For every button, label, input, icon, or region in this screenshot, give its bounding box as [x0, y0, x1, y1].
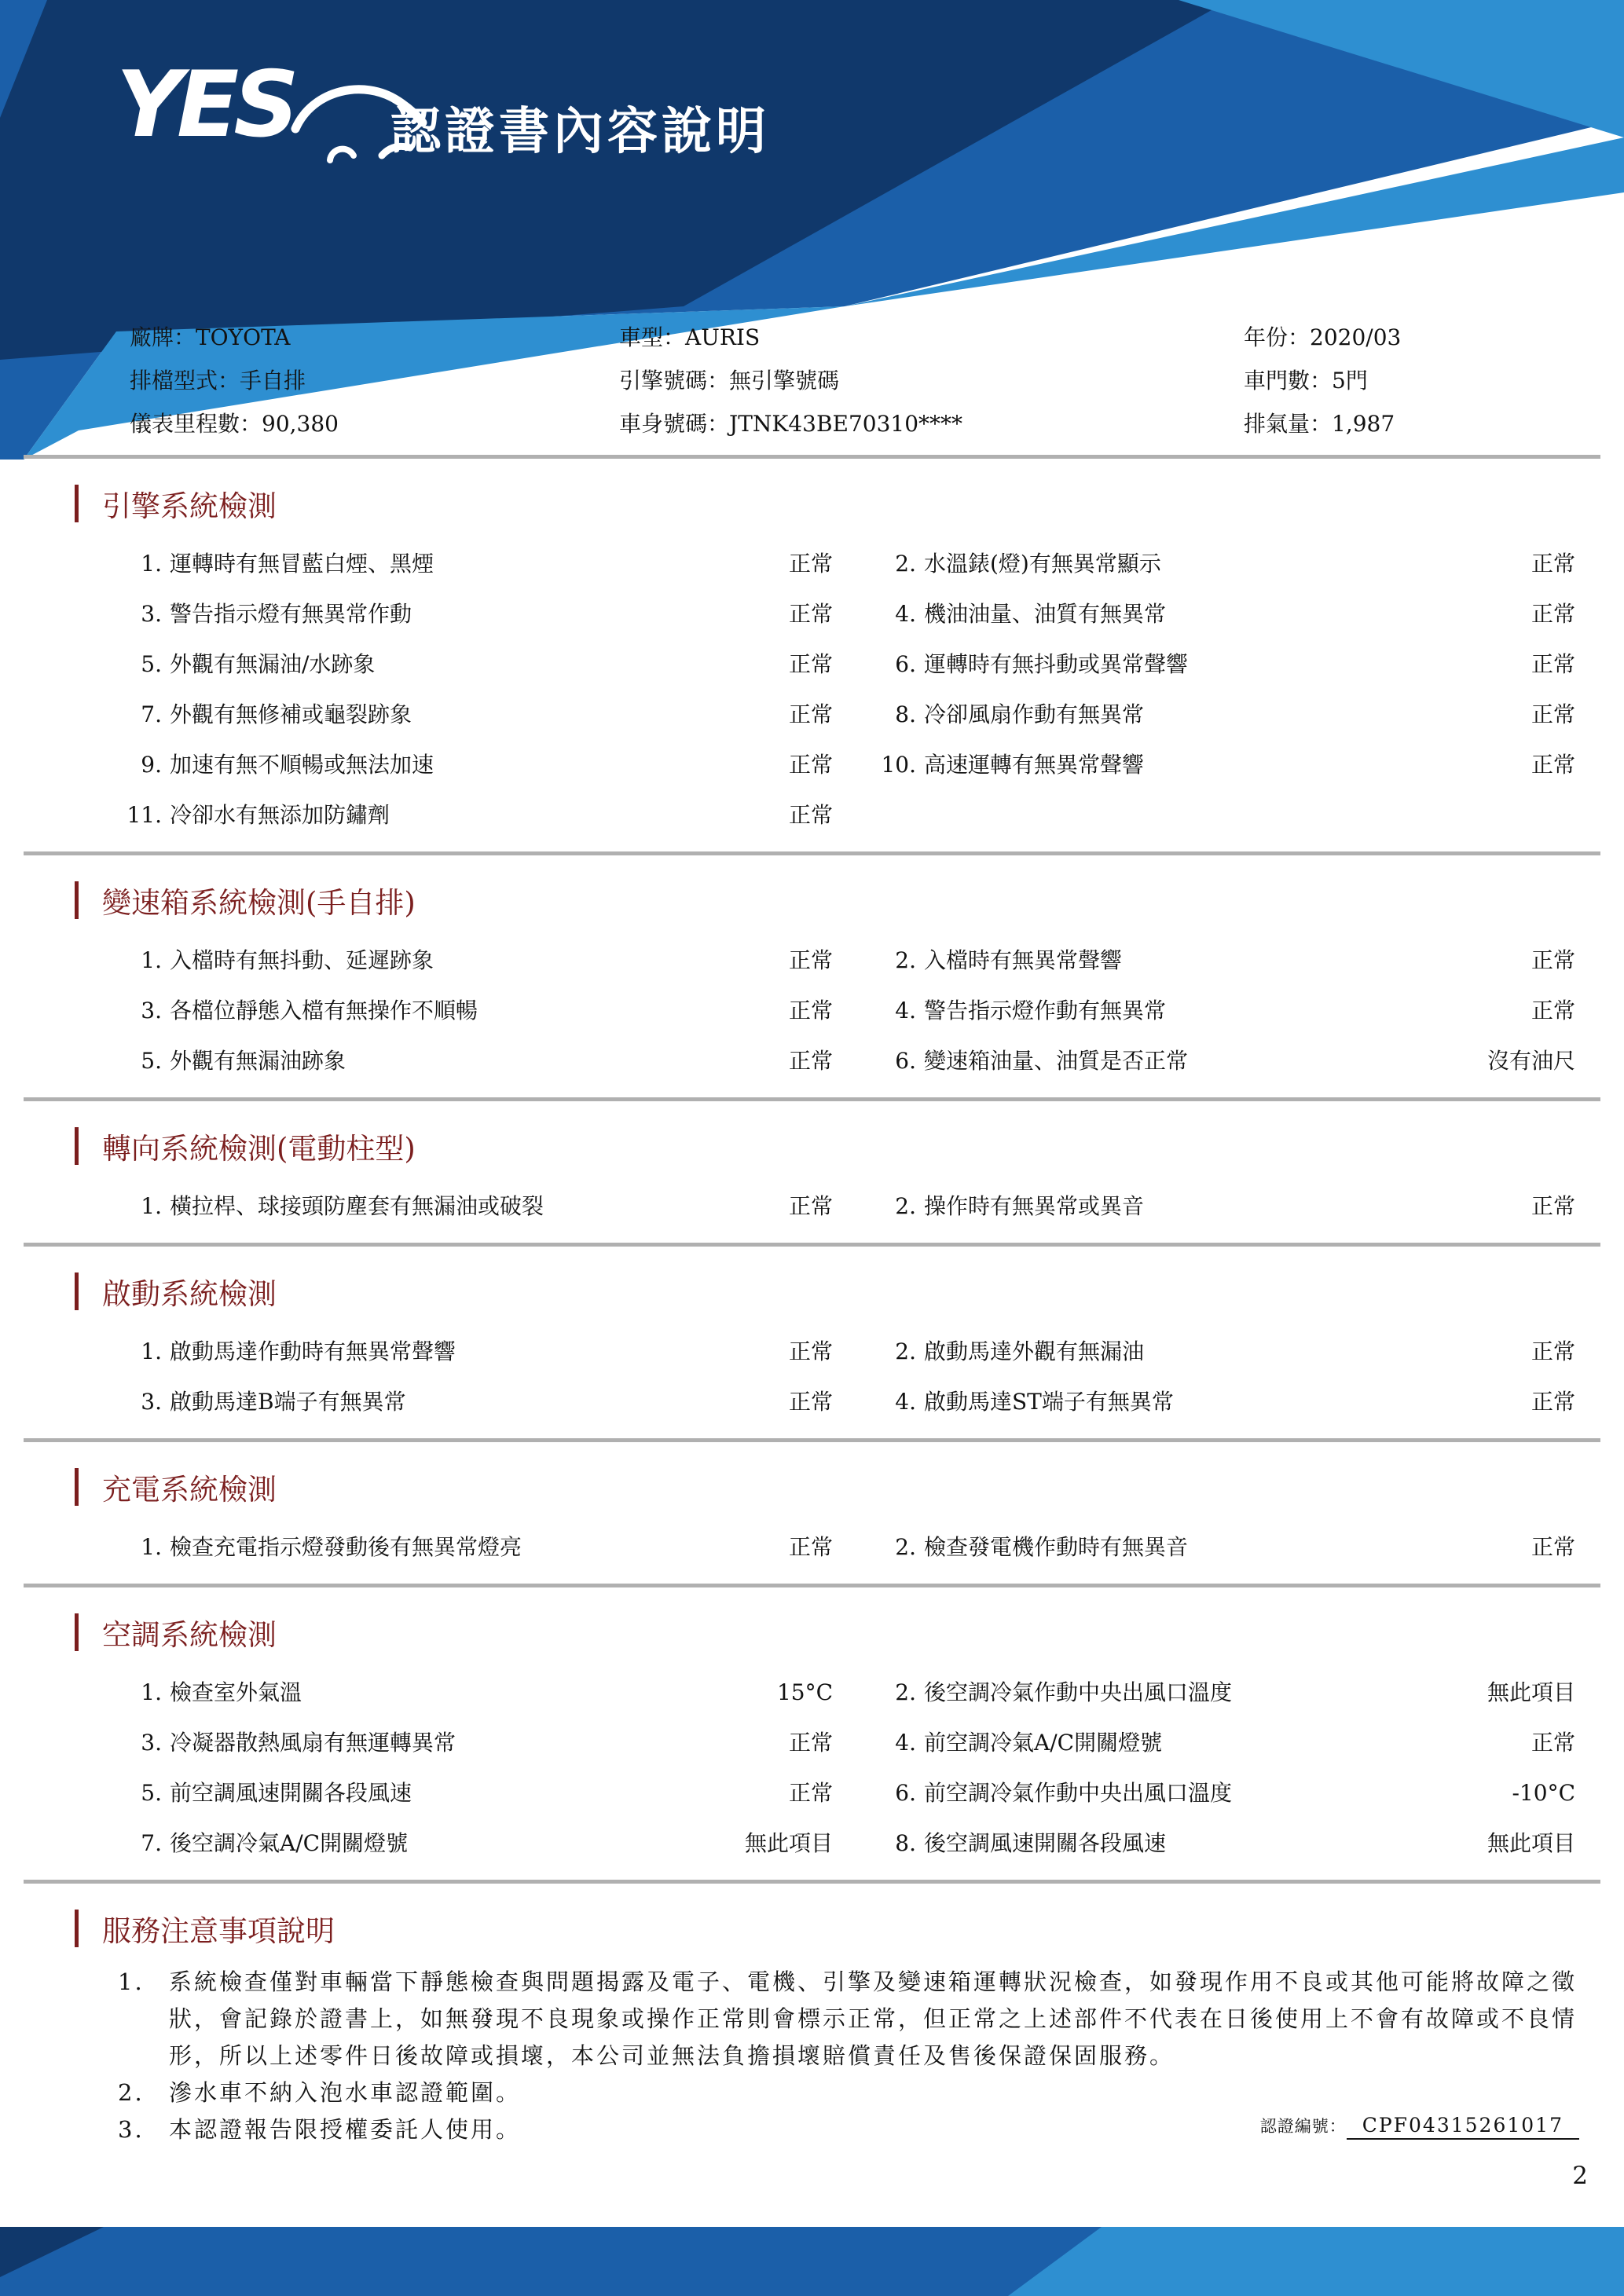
inspection-item [118, 1826, 833, 1858]
footer-banner [0, 2227, 1624, 2296]
inspection-row [118, 984, 1624, 1034]
note-text: 系統檢查僅對車輛當下靜態檢查與問題揭露及電子、電機、引擎及變速箱運轉狀況檢查，如發現作用不良或其他可能將故障之徵狀，會記錄於證書上，如無發現不良現象或操作正常則會標示正常，但正常之上述部件不代表在日後使用上不會有故障或不良情形，所以上述零件日後故障或損壞，本公司並無法負擔損壞賠償責任及售後保證保固服務。 [169, 1968, 1578, 2069]
item-number: 2. [895, 1338, 916, 1364]
inspection-item [118, 1776, 833, 1807]
item-number: 2. [895, 947, 916, 973]
heading-bar-icon [75, 1127, 79, 1165]
section-divider [24, 455, 1600, 459]
inspection-item [118, 994, 833, 1025]
item-status: -10°C [1512, 1780, 1575, 1806]
inspection-item [872, 943, 1575, 975]
inspection-row [118, 934, 1624, 984]
section-items [118, 1508, 1624, 1584]
section-title: 引擎系統檢測 [102, 489, 277, 523]
inspection-item [118, 943, 833, 975]
inspection-row [118, 1521, 1624, 1571]
section-divider [24, 851, 1600, 855]
item-text: 後空調冷氣作動中央出風口溫度 [924, 1679, 1233, 1705]
item-number: 8. [895, 701, 916, 727]
inspection-row [118, 1666, 1624, 1716]
vehicle-info-field: 年份：2020/03 [1244, 324, 1402, 350]
item-status: 正常 [788, 651, 833, 677]
note-number: 1. [118, 1968, 145, 1995]
item-status: 正常 [1531, 1193, 1575, 1219]
item-number: 6. [895, 1048, 916, 1074]
vehicle-info-field: 車身號碼：JTNK43BE70310**** [619, 411, 963, 437]
item-text: 外觀有無漏油跡象 [170, 1048, 346, 1074]
inspection-item [118, 1726, 833, 1757]
item-text: 外觀有無修補或龜裂跡象 [170, 701, 412, 727]
page-title: 認證書內容說明 [390, 103, 770, 161]
section-items [118, 1167, 1624, 1243]
item-text: 前空調風速開關各段風速 [170, 1780, 412, 1806]
section-heading [75, 1611, 1624, 1653]
section-title: 轉向系統檢測(電動柱型) [102, 1132, 416, 1166]
item-status: 正常 [788, 1048, 833, 1074]
inspection-item [872, 1189, 1575, 1221]
item-status: 正常 [788, 947, 833, 973]
item-number: 1. [141, 1534, 162, 1560]
item-status: 正常 [788, 601, 833, 627]
item-text: 橫拉桿、球接頭防塵套有無漏油或破裂 [170, 1193, 544, 1219]
section-heading [75, 1907, 1624, 1950]
item-number: 5. [141, 1048, 162, 1074]
heading-bar-icon [75, 485, 79, 522]
inspection-item [118, 748, 833, 779]
inspection-row [118, 1375, 1624, 1426]
item-number: 4. [895, 1730, 916, 1756]
item-status: 正常 [1531, 1389, 1575, 1415]
inspection-item [118, 1675, 833, 1707]
item-status: 正常 [1531, 1730, 1575, 1756]
note-text: 本認證報告限授權委託人使用。 [169, 2116, 522, 2143]
note-number: 2. [118, 2079, 145, 2106]
item-number: 6. [895, 651, 916, 677]
item-number: 5. [141, 651, 162, 677]
item-text: 操作時有無異常或異音 [924, 1193, 1145, 1219]
item-text: 後空調冷氣A/C開關燈號 [170, 1830, 409, 1856]
inspection-item [872, 647, 1575, 679]
section-divider [24, 1438, 1600, 1442]
item-status: 正常 [1531, 551, 1575, 577]
item-status: 正常 [788, 1389, 833, 1415]
inspection-item [118, 1189, 833, 1221]
inspection-row [118, 738, 1624, 789]
section-title: 變速箱系統檢測(手自排) [102, 886, 416, 920]
inspection-item [872, 1675, 1575, 1707]
item-status: 正常 [1531, 947, 1575, 973]
certificate-number-value: CPF04315261017 [1347, 2114, 1579, 2140]
item-text: 入檔時有無異常聲響 [924, 947, 1123, 973]
certificate-number-label: 認證編號： [1259, 2117, 1347, 2136]
item-text: 前空調冷氣作動中央出風口溫度 [924, 1780, 1233, 1806]
section-divider [24, 1243, 1600, 1247]
inspection-row [118, 1180, 1624, 1230]
inspection-item [872, 1826, 1575, 1858]
item-text: 各檔位靜態入檔有無操作不順暢 [170, 998, 478, 1023]
item-status: 沒有油尺 [1487, 1048, 1575, 1074]
item-status: 正常 [788, 701, 833, 727]
inspection-item [118, 1044, 833, 1075]
section-heading [75, 1466, 1624, 1508]
inspection-row [118, 688, 1624, 738]
section-items [118, 525, 1624, 851]
item-text: 檢查充電指示燈發動後有無異常燈亮 [170, 1534, 522, 1560]
inspection-row [118, 1034, 1624, 1085]
vehicle-info-field: 排檔型式：手自排 [130, 368, 306, 394]
item-status: 15°C [776, 1679, 833, 1705]
item-text: 高速運轉有無異常聲響 [924, 752, 1145, 778]
item-number: 4. [895, 1389, 916, 1415]
item-text: 冷卻風扇作動有無異常 [924, 701, 1145, 727]
item-status: 無此項目 [1487, 1830, 1575, 1856]
item-text: 加速有無不順暢或無法加速 [170, 752, 434, 778]
item-number: 1. [141, 1679, 162, 1705]
section-heading [75, 879, 1624, 921]
heading-bar-icon [75, 881, 79, 919]
item-text: 冷凝器散熱風扇有無運轉異常 [170, 1730, 456, 1756]
inspection-item [118, 597, 833, 628]
item-text: 檢查室外氣溫 [170, 1679, 302, 1705]
inspection-item [872, 994, 1575, 1025]
inspection-item [118, 1335, 833, 1366]
item-text: 啟動馬達ST端子有無異常 [924, 1389, 1174, 1415]
inspection-row [118, 638, 1624, 688]
note-text: 滲水車不納入泡水車認證範圍。 [169, 2079, 522, 2106]
vehicle-info-field: 車型：AURIS [619, 324, 761, 350]
inspection-item [872, 1044, 1575, 1075]
item-text: 啟動馬達作動時有無異常聲響 [170, 1338, 456, 1364]
inspection-item [872, 597, 1575, 628]
inspection-row [118, 588, 1624, 638]
item-status: 正常 [788, 1780, 833, 1806]
item-number: 2. [895, 1534, 916, 1560]
item-number: 11. [126, 802, 162, 828]
inspection-item [872, 1726, 1575, 1757]
inspection-row [118, 1817, 1624, 1867]
vehicle-info [24, 313, 1600, 455]
inspection-item [872, 1530, 1575, 1562]
section-items [118, 1313, 1624, 1438]
section-heading [75, 482, 1624, 525]
item-number: 3. [141, 1730, 162, 1756]
yes-logo-text: YES [116, 52, 294, 158]
item-text: 入檔時有無抖動、延遲跡象 [170, 947, 434, 973]
item-number: 3. [141, 1389, 162, 1415]
item-number: 9. [141, 752, 162, 778]
note-item [118, 1964, 1579, 2074]
item-text: 冷卻水有無添加防鏽劑 [170, 802, 390, 828]
inspection-row [118, 1325, 1624, 1375]
heading-bar-icon [75, 1468, 79, 1506]
item-number: 4. [895, 601, 916, 627]
item-status: 正常 [1531, 701, 1575, 727]
vehicle-info-field: 引擎號碼：無引擎號碼 [619, 368, 840, 394]
section-title: 充電系統檢測 [102, 1473, 277, 1507]
inspection-item [118, 798, 833, 829]
heading-bar-icon [75, 1613, 79, 1651]
vehicle-info-field: 儀表里程數：90,380 [130, 411, 339, 437]
vehicle-info-field: 車門數：5門 [1244, 368, 1368, 394]
item-status: 正常 [788, 752, 833, 778]
heading-bar-icon [75, 1910, 79, 1947]
section-title: 服務注意事項說明 [102, 1914, 335, 1948]
item-number: 7. [141, 1830, 162, 1856]
inspection-item [118, 647, 833, 679]
item-text: 變速箱油量、油質是否正常 [924, 1048, 1189, 1074]
note-number: 3. [118, 2116, 145, 2143]
item-number: 1. [141, 1193, 162, 1219]
inspection-item [872, 748, 1575, 779]
page-number: 2 [1572, 2162, 1588, 2190]
section-heading [75, 1125, 1624, 1167]
section-title: 空調系統檢測 [102, 1618, 277, 1652]
item-number: 5. [141, 1780, 162, 1806]
item-status: 正常 [788, 1730, 833, 1756]
inspection-item [872, 1385, 1575, 1416]
item-status: 正常 [788, 1193, 833, 1219]
section-heading [75, 1270, 1624, 1313]
section-items [118, 921, 1624, 1097]
inspection-row [118, 789, 1624, 839]
item-status: 正常 [1531, 601, 1575, 627]
inspection-item [872, 1335, 1575, 1366]
item-text: 運轉時有無冒藍白煙、黑煙 [170, 551, 434, 577]
vehicle-info-field: 排氣量：1,987 [1244, 411, 1395, 437]
inspection-item [118, 698, 833, 729]
item-status: 正常 [788, 1338, 833, 1364]
heading-bar-icon [75, 1273, 79, 1310]
item-text: 水溫錶(燈)有無異常顯示 [924, 551, 1161, 577]
item-text: 啟動馬達外觀有無漏油 [924, 1338, 1145, 1364]
vehicle-info-field: 廠牌：TOYOTA [130, 324, 291, 350]
item-status: 正常 [1531, 752, 1575, 778]
item-number: 7. [141, 701, 162, 727]
item-text: 警告指示燈有無異常作動 [170, 601, 412, 627]
inspection-item [118, 1385, 833, 1416]
item-text: 警告指示燈作動有無異常 [924, 998, 1167, 1023]
inspection-row [118, 1767, 1624, 1817]
inspection-item [118, 547, 833, 578]
inspection-row [118, 1716, 1624, 1767]
item-number: 8. [895, 1830, 916, 1856]
item-text: 後空調風速開關各段風速 [924, 1830, 1167, 1856]
item-status: 正常 [788, 551, 833, 577]
item-text: 機油油量、油質有無異常 [924, 601, 1167, 627]
item-number: 6. [895, 1780, 916, 1806]
inspection-item [118, 1530, 833, 1562]
note-item [118, 2074, 1579, 2111]
item-status: 正常 [788, 802, 833, 828]
item-number: 1. [141, 947, 162, 973]
item-number: 2. [895, 551, 916, 577]
item-status: 正常 [1531, 651, 1575, 677]
sections-container [0, 455, 1624, 2143]
inspection-item [872, 547, 1575, 578]
item-status: 正常 [1531, 1338, 1575, 1364]
document-content [0, 313, 1624, 2143]
item-status: 正常 [1531, 1534, 1575, 1560]
inspection-item [872, 698, 1575, 729]
section-divider [24, 1584, 1600, 1587]
item-number: 1. [141, 1338, 162, 1364]
item-number: 2. [895, 1193, 916, 1219]
item-status: 正常 [788, 998, 833, 1023]
item-status: 正常 [1531, 998, 1575, 1023]
item-number: 4. [895, 998, 916, 1023]
item-number: 1. [141, 551, 162, 577]
item-text: 外觀有無漏油/水跡象 [170, 651, 376, 677]
service-notes [118, 1950, 1579, 2143]
item-status: 正常 [788, 1534, 833, 1560]
item-number: 3. [141, 998, 162, 1023]
inspection-row [118, 537, 1624, 588]
item-status: 無此項目 [744, 1830, 833, 1856]
section-title: 啟動系統檢測 [102, 1277, 277, 1311]
item-status: 無此項目 [1487, 1679, 1575, 1705]
item-number: 10. [881, 752, 916, 778]
item-text: 前空調冷氣A/C開關燈號 [924, 1730, 1163, 1756]
item-text: 啟動馬達B端子有無異常 [170, 1389, 406, 1415]
item-number: 3. [141, 601, 162, 627]
footer-shape-light [1008, 2227, 1624, 2296]
section-divider [24, 1097, 1600, 1101]
item-text: 檢查發電機作動時有無異音 [924, 1534, 1189, 1560]
section-divider [24, 1880, 1600, 1884]
section-items [118, 1653, 1624, 1880]
inspection-item [872, 1776, 1575, 1807]
item-text: 運轉時有無抖動或異常聲響 [924, 651, 1189, 677]
item-number: 2. [895, 1679, 916, 1705]
